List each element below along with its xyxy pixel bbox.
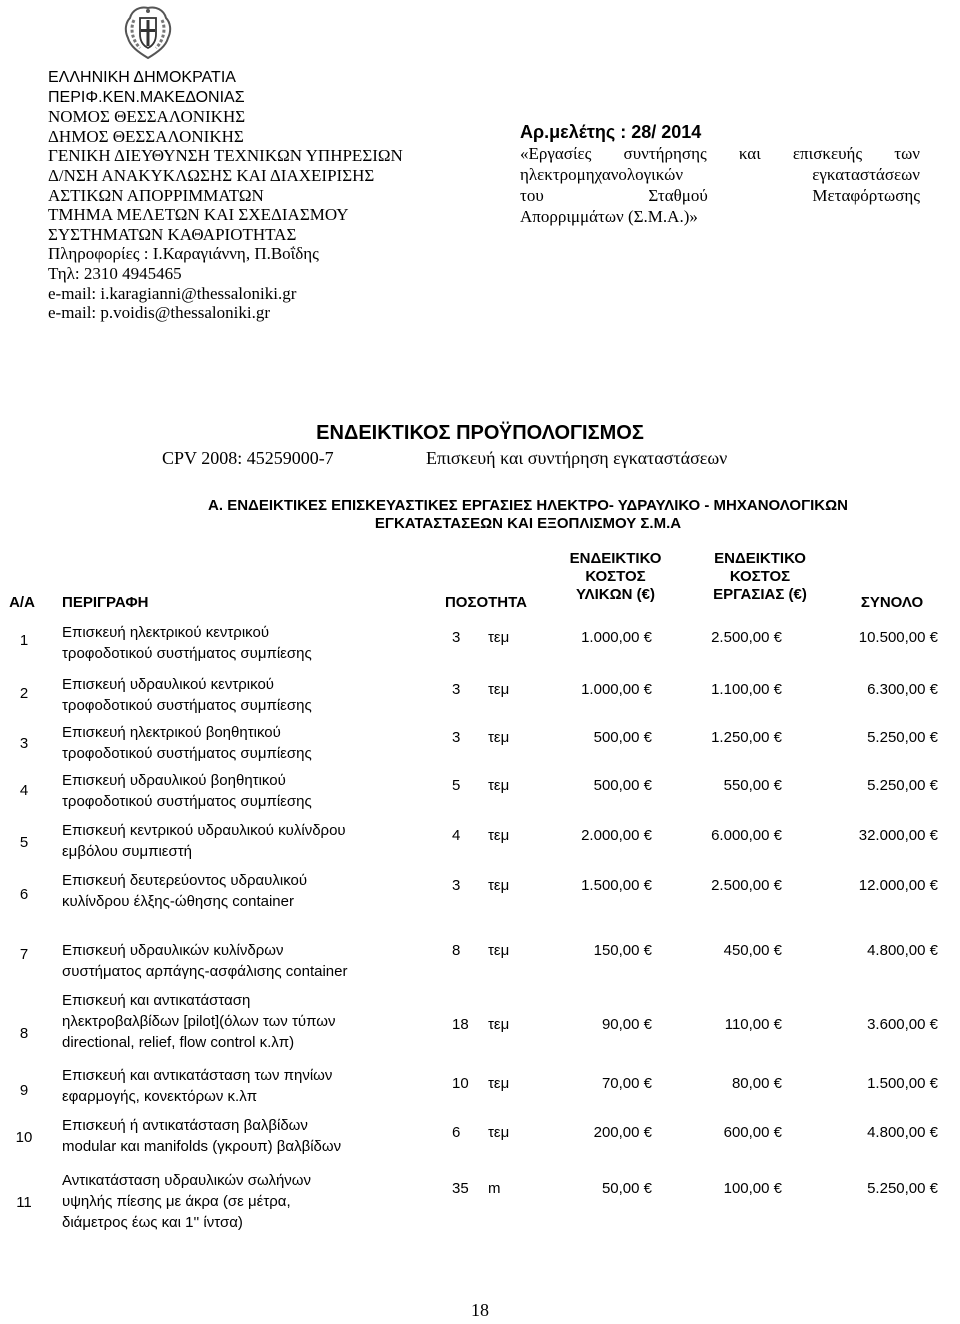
header-description: ΠΕΡΙΓΡΑΦΗ (62, 594, 149, 611)
row-total: 12.000,00 € (858, 877, 938, 894)
study-title-line: Απορριμμάτων (Σ.Μ.Α.)» (520, 207, 698, 226)
header-line: Δ/ΝΣΗ ΑΝΑΚΥΚΛΩΣΗΣ ΚΑΙ ΔΙΑΧΕΙΡΙΣΗΣ (48, 165, 375, 185)
header-material-cost (548, 550, 683, 604)
description-line: υψηλής πίεσης με άκρα (σε μέτρα, (62, 1193, 291, 1210)
header-line: ΕΝΔΕΙΚΤΙΚΟ (714, 550, 806, 567)
row-unit: τεμ (488, 629, 510, 646)
description-line: ηλεκτροβαλβίδων [pilot](όλων των τύπων (62, 1013, 336, 1030)
row-quantity: 3 (452, 681, 461, 698)
description-line: directional, relief, flow control κ.λπ) (62, 1034, 295, 1051)
row-total: 4.800,00 € (867, 1124, 938, 1141)
header-line: ΝΟΜΟΣ ΘΕΣΣΑΛΟΝΙΚΗΣ (48, 107, 246, 127)
row-description (62, 940, 422, 982)
row-number: 6 (19, 886, 29, 903)
description-line: Επισκευή υδραυλικού βοηθητικού (62, 772, 286, 789)
row-total: 4.800,00 € (867, 942, 938, 959)
row-material-cost: 70,00 € (601, 1075, 652, 1092)
description-line: εμβόλου συμπιεστή (62, 843, 192, 860)
row-labor-cost: 1.100,00 € (711, 681, 782, 698)
header-line: ΕΡΓΑΣΙΑΣ (€) (713, 586, 807, 603)
row-number: 11 (16, 1194, 32, 1211)
row-total: 5.250,00 € (867, 729, 938, 746)
description-line: τροφοδοτικού συστήματος συμπίεσης (62, 745, 312, 762)
row-number: 8 (19, 1025, 29, 1042)
row-quantity: 3 (452, 877, 461, 894)
info-line: Πληροφορίες : Ι.Καραγιάννη, Π.Βοΐδης (48, 244, 319, 264)
row-labor-cost: 110,00 € (724, 1016, 782, 1033)
row-description (62, 722, 422, 764)
header-quantity: ΠΟΣΟΤΗΤΑ (444, 594, 528, 611)
row-labor-cost: 100,00 € (723, 1180, 782, 1197)
description-line: Επισκευή δευτερεύοντος υδραυλικού (62, 872, 308, 889)
row-number: 4 (19, 782, 29, 799)
description-line: Επισκευή και αντικατάσταση (62, 992, 251, 1009)
row-number: 7 (19, 946, 29, 963)
description-line: Επισκευή και αντικατάσταση των πηνίων (62, 1067, 333, 1084)
row-unit: τεμ (488, 681, 510, 698)
description-line: τροφοδοτικού συστήματος συμπίεσης (62, 697, 312, 714)
greek-emblem-icon (118, 2, 178, 64)
row-number: 3 (19, 735, 29, 752)
row-total: 10.500,00 € (858, 629, 938, 646)
row-material-cost: 2.000,00 € (581, 827, 652, 844)
row-total: 5.250,00 € (867, 1180, 938, 1197)
row-unit: τεμ (488, 1075, 510, 1092)
study-number: Αρ.μελέτης : 28/ 2014 (520, 122, 702, 142)
email-line: e-mail: p.voidis@thessaloniki.gr (48, 303, 270, 323)
row-unit: τεμ (488, 729, 510, 746)
row-quantity: 18 (452, 1016, 469, 1033)
row-unit: τεμ (488, 1016, 510, 1033)
row-material-cost: 500,00 € (593, 729, 652, 746)
row-total: 3.600,00 € (867, 1016, 938, 1033)
row-quantity: 5 (452, 777, 461, 794)
row-quantity: 8 (452, 942, 461, 959)
header-aa: Α/Α (9, 594, 35, 611)
study-title-line: ηλεκτρομηχανολογικών εγκαταστάσεων (520, 165, 920, 184)
header-line: ΑΣΤΙΚΩΝ ΑΠΟΡΡΙΜΜΑΤΩΝ (48, 185, 264, 205)
description-line: Αντικατάσταση υδραυλικών σωλήνων (62, 1172, 312, 1189)
study-title-line: «Εργασίες συντήρησης και επισκευής των (520, 144, 920, 163)
description-line: κυλίνδρου έλξης-ώθησης container (62, 893, 294, 910)
row-description (62, 770, 422, 812)
row-number: 10 (15, 1129, 33, 1146)
description-line: εφαρμογής, κονεκτόρων κ.λπ (62, 1088, 258, 1105)
row-material-cost: 90,00 € (601, 1016, 652, 1033)
row-description (62, 674, 422, 716)
row-quantity: 3 (452, 629, 461, 646)
budget-title: ΕΝΔΕΙΚΤΙΚΟΣ ΠΡΟΫΠΟΛΟΓΙΣΜΟΣ (316, 422, 644, 444)
row-unit: τεμ (488, 777, 510, 794)
description-line: modular και manifolds (γκρουπ) βαλβίδων (62, 1138, 342, 1155)
row-description (62, 990, 422, 1053)
section-title (0, 497, 960, 533)
study-info (520, 122, 920, 227)
row-quantity: 10 (452, 1075, 469, 1092)
header-line: ΣΥΣΤΗΜΑΤΩΝ ΚΑΘΑΡΙΟΤΗΤΑΣ (48, 224, 297, 244)
header-labor-cost (690, 550, 830, 604)
header-line: ΔΗΜΟΣ ΘΕΣΣΑΛΟΝΙΚΗΣ (48, 126, 244, 146)
section-title-line: Α. ΕΝΔΕΙΚΤΙΚΕΣ ΕΠΙΣΚΕΥΑΣΤΙΚΕΣ ΕΡΓΑΣΙΕΣ ΗΛΕΚΤΡΟ- ΥΔΡΑΥΛΙΚΟ - ΜΗΧΑΝΟΛΟΓΙΚΩΝ (208, 497, 848, 514)
row-description (62, 820, 422, 862)
header-line: ΤΜΗΜΑ ΜΕΛΕΤΩΝ ΚΑΙ ΣΧΕΔΙΑΣΜΟΥ (48, 205, 349, 225)
row-labor-cost: 6.000,00 € (711, 827, 782, 844)
row-description (62, 1115, 422, 1157)
row-material-cost: 500,00 € (593, 777, 652, 794)
header-line: ΓΕΝΙΚΗ ΔΙΕΥΘΥΝΣΗ ΤΕΧΝΙΚΩΝ ΥΠΗΡΕΣΙΩΝ (48, 146, 403, 166)
issuer-header (48, 68, 518, 323)
page-number: 18 (471, 1300, 489, 1320)
header-line: ΕΛΛΗΝΙΚΗ ΔΗΜΟΚΡΑΤΙΑ (48, 69, 236, 86)
header-line: ΚΟΣΤΟΣ (585, 568, 646, 585)
row-description (62, 622, 422, 664)
description-line: Επισκευή ή αντικατάσταση βαλβίδων (62, 1117, 308, 1134)
row-total: 5.250,00 € (867, 777, 938, 794)
section-title-line: ΕΓΚΑΤΑΣΤΑΣΕΩΝ ΚΑΙ ΕΞΟΠΛΙΣΜΟΥ Σ.Μ.Α (374, 515, 682, 532)
email-line: e-mail: i.karagianni@thessaloniki.gr (48, 283, 297, 303)
row-labor-cost: 1.250,00 € (711, 729, 782, 746)
description-line: τροφοδοτικού συστήματος συμπίεσης (62, 793, 312, 810)
description-line: διάμετρος έως και 1'' ίντσα) (62, 1214, 243, 1231)
row-unit: τεμ (488, 942, 510, 959)
description-line: Επισκευή υδραυλικού κεντρικού (62, 676, 275, 693)
description-line: Επισκευή κεντρικού υδραυλικού κυλίνδρου (62, 822, 346, 839)
row-unit: τεμ (488, 877, 510, 894)
row-labor-cost: 80,00 € (731, 1075, 782, 1092)
cpv-code: CPV 2008: 45259000-7 (162, 448, 334, 468)
row-number: 1 (19, 632, 29, 649)
row-description (62, 1065, 422, 1107)
description-line: Επισκευή υδραυλικών κυλίνδρων (62, 942, 284, 959)
row-labor-cost: 550,00 € (723, 777, 782, 794)
row-material-cost: 150,00 € (593, 942, 652, 959)
row-quantity: 4 (452, 827, 461, 844)
row-quantity: 3 (452, 729, 461, 746)
header-line: ΕΝΔΕΙΚΤΙΚΟ (569, 550, 662, 567)
row-unit: τεμ (488, 1124, 510, 1141)
header-line: ΚΟΣΤΟΣ (729, 568, 791, 585)
row-material-cost: 200,00 € (593, 1124, 652, 1141)
row-description (62, 870, 422, 912)
description-line: Επισκευή ηλεκτρικού κεντρικού (62, 624, 270, 641)
header-total: ΣΥΝΟΛΟ (860, 594, 924, 611)
row-material-cost: 1.000,00 € (581, 681, 652, 698)
row-material-cost: 50,00 € (601, 1180, 652, 1197)
header-line: ΥΛΙΚΩΝ (€) (575, 586, 655, 603)
study-title-line: του Σταθμού Μεταφόρτωσης (520, 186, 920, 205)
row-unit: τεμ (488, 827, 510, 844)
row-material-cost: 1.000,00 € (581, 629, 652, 646)
row-number: 9 (19, 1082, 29, 1099)
row-labor-cost: 450,00 € (723, 942, 782, 959)
description-line: Επισκευή ηλεκτρικού βοηθητικού (62, 724, 281, 741)
header-line: ΠΕΡΙΦ.ΚΕΝ.ΜΑΚΕΔΟΝΙΑΣ (48, 88, 245, 106)
row-total: 32.000,00 € (858, 827, 938, 844)
row-quantity: 35 (452, 1180, 469, 1197)
row-labor-cost: 600,00 € (723, 1124, 782, 1141)
row-quantity: 6 (452, 1124, 461, 1141)
phone-line: Τηλ: 2310 4945465 (48, 263, 182, 283)
description-line: τροφοδοτικού συστήματος συμπίεσης (62, 645, 312, 662)
row-description (62, 1170, 422, 1233)
row-total: 1.500,00 € (867, 1075, 938, 1092)
row-number: 2 (19, 685, 29, 702)
cpv-description: Επισκευή και συντήρηση εγκαταστάσεων (426, 448, 728, 468)
cpv-line (162, 448, 728, 469)
row-total: 6.300,00 € (867, 681, 938, 698)
row-number: 5 (19, 834, 29, 851)
row-unit: m (488, 1180, 501, 1197)
row-labor-cost: 2.500,00 € (711, 877, 782, 894)
row-labor-cost: 2.500,00 € (711, 629, 782, 646)
row-material-cost: 1.500,00 € (581, 877, 652, 894)
description-line: συστήματος αρπάγης-ασφάλισης container (62, 963, 348, 980)
